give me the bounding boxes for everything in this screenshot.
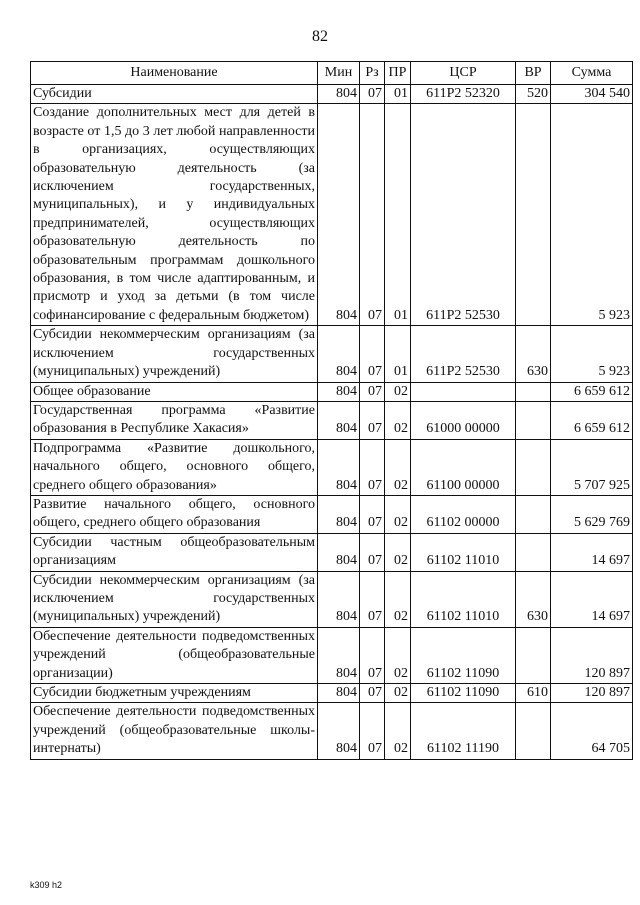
cell-csr [411,382,516,401]
cell-rz: 07 [360,533,385,571]
cell-min: 804 [318,326,360,382]
cell-csr: 611Р2 52320 [411,85,516,104]
header-sum: Сумма [551,62,633,85]
cell-name: Субсидии бюджетным учреждениям [31,684,318,703]
cell-csr: 611Р2 52530 [411,104,516,326]
cell-rz: 07 [360,382,385,401]
cell-min: 804 [318,684,360,703]
cell-vr [516,104,551,326]
header-rz: Рз [360,62,385,85]
cell-name: Подпрограмма «Развитие дошкольного, начального общего, основного общего, среднего общего образования» [31,439,318,495]
table-row [31,571,633,627]
cell-pr: 02 [385,382,411,401]
cell-sum: 5 707 925 [551,439,633,495]
cell-vr [516,627,551,683]
cell-rz: 07 [360,401,385,439]
cell-csr: 61000 00000 [411,401,516,439]
cell-min: 804 [318,703,360,759]
cell-vr [516,495,551,533]
table-body [31,85,633,760]
table-row [31,85,633,104]
cell-sum: 14 697 [551,571,633,627]
table-row [31,684,633,703]
table-row [31,703,633,759]
cell-pr: 02 [385,401,411,439]
cell-csr: 61102 00000 [411,495,516,533]
cell-vr [516,439,551,495]
cell-min: 804 [318,382,360,401]
table-row [31,533,633,571]
cell-rz: 07 [360,85,385,104]
header-pr: ПР [385,62,411,85]
budget-table [30,61,633,760]
cell-name: Субсидии некоммерческим организациям (за исключением государственных (муниципальных) учреждений) [31,326,318,382]
cell-pr: 02 [385,684,411,703]
cell-pr: 02 [385,627,411,683]
cell-pr: 02 [385,703,411,759]
cell-name: Общее образование [31,382,318,401]
cell-rz: 07 [360,326,385,382]
cell-pr: 02 [385,439,411,495]
cell-pr: 01 [385,326,411,382]
cell-pr: 02 [385,533,411,571]
cell-sum: 6 659 612 [551,401,633,439]
cell-min: 804 [318,85,360,104]
table-row [31,104,633,326]
cell-sum: 5 923 [551,104,633,326]
header-name: Наименование [31,62,318,85]
cell-min: 804 [318,627,360,683]
table-row [31,495,633,533]
footer-code: k309 h2 [30,880,63,890]
cell-vr: 610 [516,684,551,703]
cell-name: Государственная программа «Развитие образования в Республике Хакасия» [31,401,318,439]
cell-pr: 01 [385,104,411,326]
cell-rz: 07 [360,571,385,627]
cell-csr: 61100 00000 [411,439,516,495]
cell-name: Обеспечение деятельности подведомственных учреждений (общеобразовательные организации) [31,627,318,683]
cell-min: 804 [318,401,360,439]
cell-name: Создание дополнительных мест для детей в возрасте от 1,5 до 3 лет любой направленности в организациях, осуществляющих образовательную деятельность (за исключением государственных, муниципальных), и у индивидуальных предпринимателей, осуществляющих образовательную деятельность по образовательным программам дошкольного образования, в том числе адаптированным, и присмотр и уход за детьми (в том числе софинансирование с федеральным бюджетом) [31,104,318,326]
cell-csr: 61102 11090 [411,627,516,683]
cell-csr: 61102 11010 [411,533,516,571]
cell-csr: 61102 11090 [411,684,516,703]
cell-vr: 630 [516,571,551,627]
cell-rz: 07 [360,684,385,703]
cell-sum: 120 897 [551,684,633,703]
table-row [31,382,633,401]
cell-sum: 14 697 [551,533,633,571]
cell-csr: 61102 11190 [411,703,516,759]
cell-rz: 07 [360,439,385,495]
cell-sum: 64 705 [551,703,633,759]
cell-vr [516,382,551,401]
cell-pr: 02 [385,571,411,627]
header-vr: ВР [516,62,551,85]
table-row [31,627,633,683]
header-min: Мин [318,62,360,85]
cell-min: 804 [318,104,360,326]
table-row [31,439,633,495]
header-csr: ЦСР [411,62,516,85]
page-number: 82 [312,28,328,45]
cell-rz: 07 [360,703,385,759]
cell-sum: 6 659 612 [551,382,633,401]
cell-sum: 5 923 [551,326,633,382]
cell-name: Субсидии некоммерческим организациям (за исключением государственных (муниципальных) учреждений) [31,571,318,627]
cell-vr [516,533,551,571]
cell-vr [516,703,551,759]
cell-vr: 520 [516,85,551,104]
cell-sum: 304 540 [551,85,633,104]
cell-pr: 01 [385,85,411,104]
cell-name: Субсидии [31,85,318,104]
table-header-row [31,62,633,85]
cell-vr: 630 [516,326,551,382]
cell-rz: 07 [360,104,385,326]
table-row [31,326,633,382]
cell-min: 804 [318,571,360,627]
cell-vr [516,401,551,439]
cell-csr: 611Р2 52530 [411,326,516,382]
cell-sum: 5 629 769 [551,495,633,533]
cell-min: 804 [318,495,360,533]
cell-pr: 02 [385,495,411,533]
cell-name: Развитие начального общего, основного общего, среднего общего образования [31,495,318,533]
cell-min: 804 [318,439,360,495]
cell-sum: 120 897 [551,627,633,683]
cell-rz: 07 [360,627,385,683]
cell-name: Субсидии частным общеобразовательным организациям [31,533,318,571]
cell-rz: 07 [360,495,385,533]
cell-min: 804 [318,533,360,571]
cell-name: Обеспечение деятельности подведомственных учреждений (общеобразовательные школы-интернаты) [31,703,318,759]
cell-csr: 61102 11010 [411,571,516,627]
table-row [31,401,633,439]
